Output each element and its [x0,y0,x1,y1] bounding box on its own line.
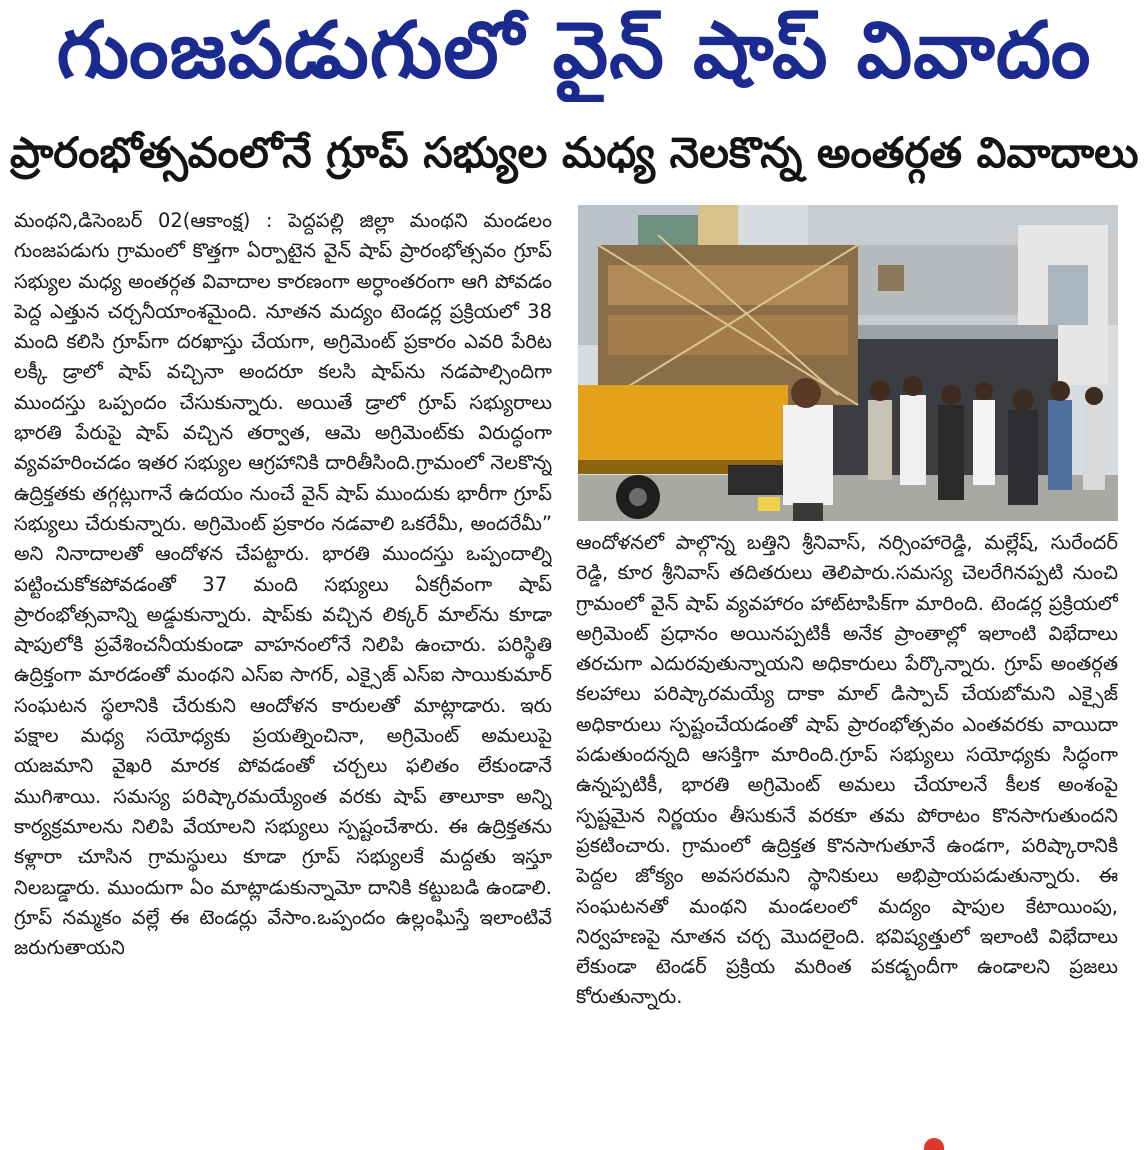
article-left-text: మంథని,డిసెంబర్ 02(ఆకాంక్ష) : పెద్దపల్లి జిల్లా మంథని మండలం గుంజపడుగు గ్రామంలో కొత్తగా ఏర్పాటైన వైన్ షాప్ ప్రారంభోత్సవం గ్రూప్ సభ్యుల మధ్య అంతర్గత వివాదాల కారణంగా అర్ధాంతరంగా ఆగి పోవడం పెద్ద ఎత్తున చర్చనీయాంశమైంది. నూతన మద్యం టెండర్ల ప్రక్రియలో 38 మంది కలిసి గ్రూప్‌గా దరఖాస్తు చేయగా, అగ్రిమెంట్ ప్రకారం ఎవరి పేరిట లక్కీ డ్రాలో షాప్ వచ్చినా అందరూ కలసి షాప్‌ను నడపాల్సిందిగా ముందస్తు ఒప్పందం చేసుకున్నారు. అయితే డ్రాలో గ్రూప్ సభ్యురాలు భారతి పేరుపై షాప్ వచ్చిన తర్వాత, ఆమె అగ్రిమెంట్‌కు విరుద్ధంగా వ్యవహరించడం ఇతర సభ్యుల ఆగ్రహానికి దారితీసింది.గ్రామంలో నెలకొన్న ఉద్రిక్తతకు తగ్గట్లుగానే ఉదయం నుంచే వైన్ షాప్ ముందుకు భారీగా గ్రూప్ సభ్యులు చేరుకున్నారు. అగ్రిమెంట్ ప్రకారం నడవాలి ఒకరేమీ, అందరేమీ” అని నినాదాలతో ఆందోళన చేపట్టారు. భారతి ముందస్తు ఒప్పందాల్ని పట్టించుకోకపోవడంతో 37 మంది సభ్యులు ఏకగ్రీవంగా షాప్ ప్రారంభోత్సవాన్ని అడ్డుకున్నారు. షాప్‌కు వచ్చిన లిక్కర్ మాల్‌ను కూడా షాపులోకి ప్రవేశించనీయకుండా వాహనంలోనే నిలిపి ఉంచారు. పరిస్థితి ఉద్రిక్తంగా మారడంతో మంథని ఎస్ఐ సాగర్, ఎక్సైజ్ ఎస్ఐ సాయికుమార్ సంఘటన స్థలానికి చేరుకుని ఆందోళన కారులతో మాట్లాడారు. ఇరు పక్షాల మధ్య సయోధ్యకు ప్రయత్నించినా, అగ్రిమెంట్ అమలుపై యజమాని వైఖరి మారక పోవడంతో చర్చలు ఫలితం లేకుండానే ముగిశాయి. సమస్య పరిష్కారమయ్యేంత వరకు షాప్ తాలూకా అన్ని కార్యక్రమాలను నిలిపి వేయాలని సభ్యులు స్పష్టంచేశారు. ఈ ఉద్రిక్తతను కళ్లారా చూసిన గ్రామస్థులు కూడా గ్రూప్ సభ్యులకే మద్దతు ఇస్తూ నిలబడ్డారు. ముందుగా ఏం మాట్లాడుకున్నామో దానికి కట్టుబడి ఉండాలి. గ్రూప్ నమ్మకం వల్లే ఈ టెండర్లు వేసాం.ఒప్పందం ఉల్లంఘిస్తే ఇలాంటివే జరుగుతాయని [14,209,552,960]
headline: గుంజపడుగులో వైన్ షాప్ వివాదం [56,6,1092,96]
news-photo-illustration [578,205,1118,521]
corner-mark [924,1138,944,1150]
article-left-column [14,206,552,1142]
news-photo [578,205,1118,521]
article-right-column [576,528,1118,1126]
subheadline: ప్రారంభోత్సవంలోనే గ్రూప్ సభ్యుల మధ్య నెలకొన్న అంతర్గత వివాదాలు [10,128,1138,177]
article-right-text: ఆందోళనలో పాల్గొన్న బత్తిని శ్రీనివాస్, నర్సింహారెడ్డి, మల్లేష్, సురేందర్ రెడ్డి, కూర శ్రీనివాస్ తదితరులు తెలిపారు.సమస్య చెలరేగినప్పటి నుంచి గ్రామంలో వైన్ షాప్ వ్యవహారం హాట్‌టాపిక్‌గా మారింది. టెండర్ల ప్రక్రియలో అగ్రిమెంట్ ప్రధానం అయినప్పటికీ అనేక ప్రాంతాల్లో ఇలాంటి విభేదాలు తరచుగా ఎదురవుతున్నాయని అధికారులు పేర్కొన్నారు. గ్రూప్ అంతర్గత కలహాలు పరిష్కారమయ్యే దాకా మాల్ డిస్పాచ్ చేయబోమని ఎక్సైజ్ అధికారులు స్పష్టంచేయడంతో షాప్ ప్రారంభోత్సవం ఎంతవరకు వాయిదా పడుతుందన్నది ఆసక్తిగా మారింది.గ్రూప్ సభ్యులు సయోధ్యకు సిద్ధంగా ఉన్నప్పటికీ, భారతి అగ్రిమెంట్ అమలు చేయాలనే కీలక అంశంపై స్పష్టమైన నిర్ణయం తీసుకునే వరకూ తమ పోరాటం కొనసాగుతుందని ప్రకటించారు. గ్రామంలో ఉద్రిక్తత కొనసాగుతూనే ఉండగా, పరిష్కారానికి పెద్దల జోక్యం అవసరమని స్థానికులు అభిప్రాయపడుతున్నారు. ఈ సంఘటనతో మంథని మండలంలో మద్యం షాపుల కేటాయింపు, నిర్వహణపై నూతన చర్చ మొదలైంది. భవిష్యత్తులో ఇలాంటి విభేదాలు లేకుండా టెండర్ ప్రక్రియ మరింత పకడ్బందీగా ఉండాలని ప్రజలు కోరుతున్నారు. [576,531,1118,1009]
